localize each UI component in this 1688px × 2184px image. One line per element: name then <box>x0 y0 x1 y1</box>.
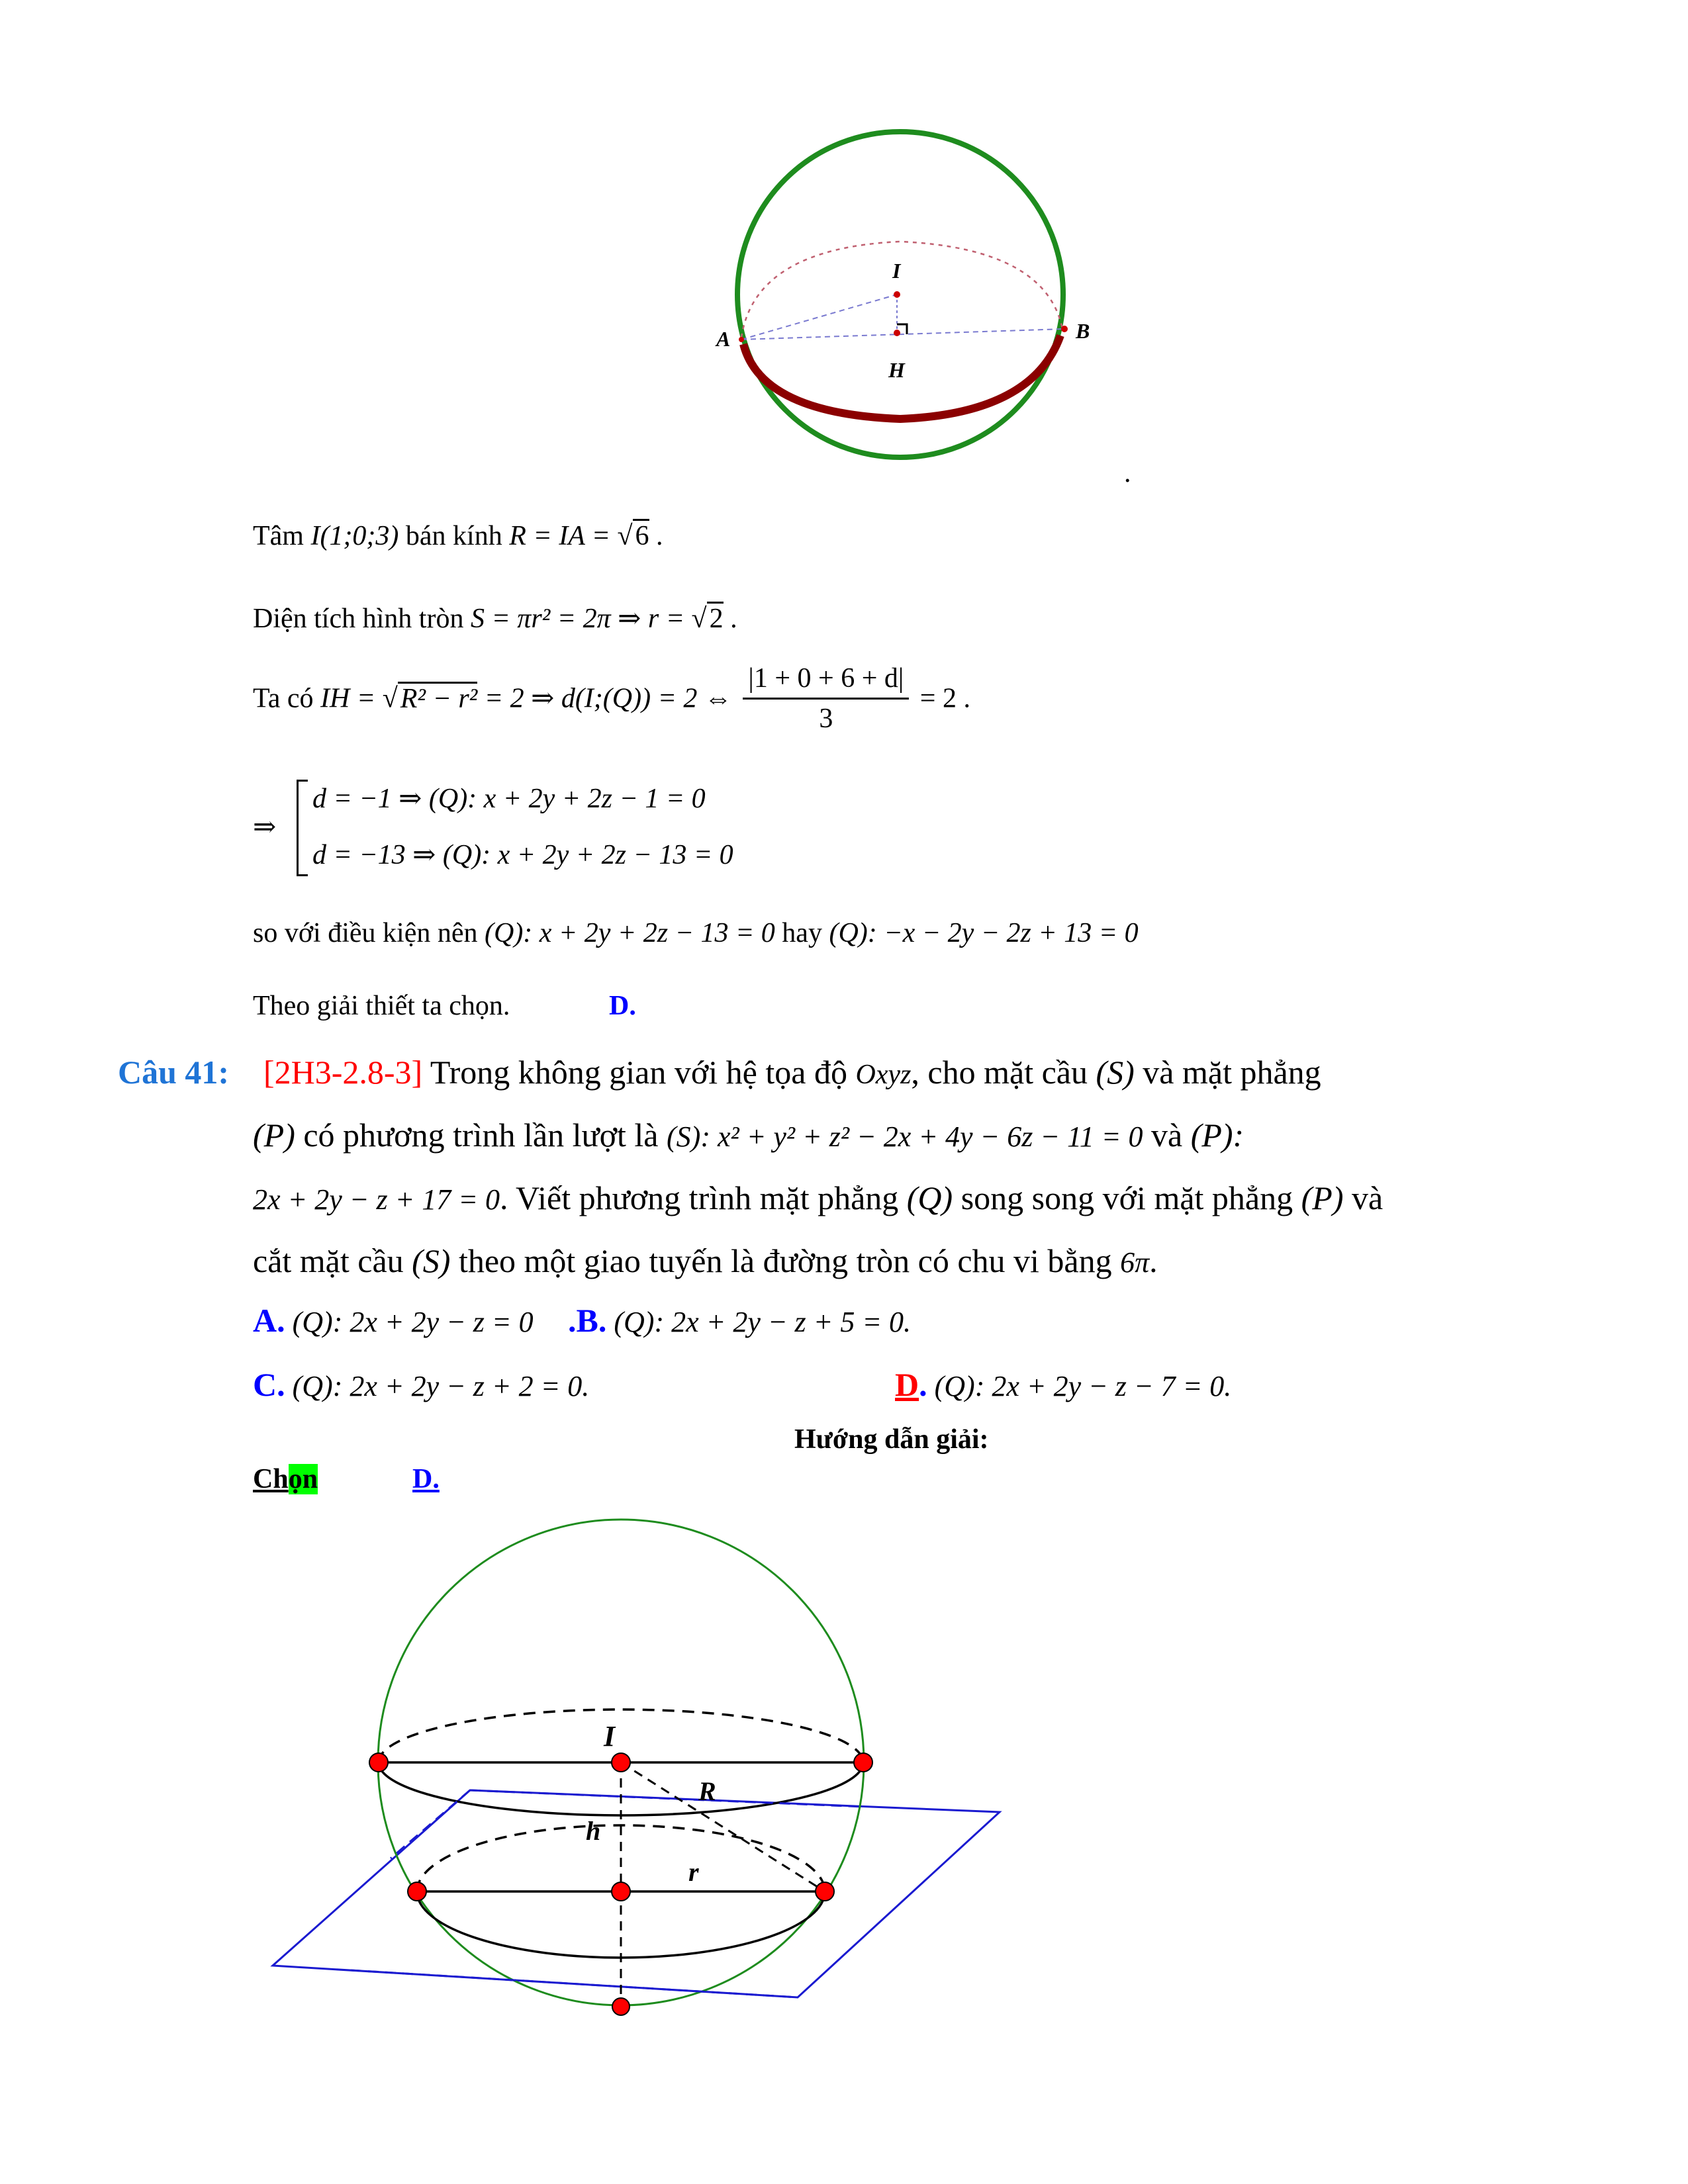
q41-plane-eq: 2x + 2y − z + 17 = 0 <box>253 1183 500 1216</box>
q41-option-b[interactable] <box>568 1300 911 1342</box>
q41-option-a[interactable] <box>253 1300 534 1342</box>
q41-option-d[interactable] <box>895 1365 1231 1406</box>
point-H <box>894 330 900 336</box>
solution-heading: Hướng dẫn giải: <box>794 1424 989 1455</box>
q41-line3 <box>253 1178 1383 1220</box>
option-d-dot: . <box>919 1366 927 1403</box>
point-great-right <box>854 1753 872 1772</box>
option-b-label: .B. <box>568 1302 607 1339</box>
sol40-line2 <box>253 602 737 635</box>
q41-line3-t1: . Viết phương trình mặt phẳng <box>499 1179 907 1216</box>
label-I: I <box>892 259 901 283</box>
sol40-case1: d = −1 ⇒ (Q): x + 2y + 2z − 1 = 0 <box>312 784 706 814</box>
sol40-arrow: ⇒ <box>253 812 277 842</box>
label-R: R <box>698 1776 716 1806</box>
label-I: I <box>604 1720 616 1752</box>
point-section-right <box>816 1882 834 1901</box>
q41-line1 <box>263 1052 1321 1095</box>
sol40-answer: D. <box>609 991 636 1021</box>
q41-line1-t2: , cho mặt cầu <box>911 1054 1096 1091</box>
q41-line4-t2: theo một giao tuyến là đường tròn có chu vi bằng <box>450 1242 1121 1279</box>
sol40-case-bracket <box>297 780 308 876</box>
sol40-line3 <box>253 662 970 735</box>
point-bottom <box>612 1998 630 2015</box>
sol40-fraction-den: 3 <box>819 704 833 734</box>
option-d-equation: (Q): 2x + 2y − z − 7 = 0. <box>927 1370 1232 1402</box>
figure-sphere-section <box>715 122 1090 467</box>
point-section-center <box>612 1882 630 1901</box>
sol40-line3-end: = 2 . <box>913 683 970 714</box>
chon-part2: ọn <box>288 1464 318 1494</box>
point-section-left <box>408 1882 426 1901</box>
q41-sphere2: (S) <box>412 1242 451 1279</box>
label-B: B <box>1076 319 1090 343</box>
option-a-equation: (Q): 2x + 2y − z = 0 <box>285 1306 534 1338</box>
radius-R <box>621 1762 825 1891</box>
sol40-radius-sqrt: 6 <box>633 519 649 551</box>
chosen-answer-label <box>253 1463 318 1496</box>
chon-part1: Ch <box>253 1464 289 1494</box>
sol40-case2: d = −13 ⇒ (Q): x + 2y + 2z − 13 = 0 <box>312 840 733 870</box>
q41-line1-t3: và mặt phẳng <box>1134 1054 1321 1091</box>
sol40-line3-formula: IH = <box>320 683 383 714</box>
label-A: A <box>716 327 731 351</box>
sol40-line5-eq1: (Q): x + 2y + 2z − 13 = 0 <box>485 918 775 948</box>
sol40-line5-prefix: so với điều kiện nên <box>253 918 485 948</box>
q41-plane-p3: (P) <box>1301 1179 1344 1216</box>
q41-line1-t1: Trong không gian với hệ tọa độ <box>422 1054 856 1091</box>
sol40-line2-sqrt: 2 <box>707 602 724 634</box>
sol40-center: I(1;0;3) <box>310 521 399 551</box>
sol40-line3-prefix: Ta có <box>253 683 321 714</box>
sqrt-symbol: √ <box>382 683 398 714</box>
sol40-line1-prefix: Tâm <box>253 521 311 551</box>
sol40-line5-mid: hay <box>774 918 829 948</box>
sol40-line5-eq2: (Q): −x − 2y − 2z + 13 = 0 <box>829 918 1139 948</box>
sqrt-symbol: √ <box>691 604 707 634</box>
q41-option-c[interactable] <box>253 1365 589 1406</box>
sol40-conclusion: Theo giải thiết ta chọn. <box>253 991 510 1021</box>
q41-number: Câu 41: <box>118 1054 230 1091</box>
plane-hidden-edge-top <box>470 1790 863 1807</box>
sol40-line1 <box>253 520 663 553</box>
sqrt-symbol: √ <box>617 521 633 551</box>
q41-line2 <box>253 1115 1244 1157</box>
q41-plane-p2: (P): <box>1190 1116 1244 1154</box>
option-d-label: D <box>895 1366 919 1403</box>
sol40-line6 <box>253 989 510 1023</box>
sol40-line1-end: . <box>649 521 663 551</box>
point-A <box>739 337 744 342</box>
q41-line2-t2: và <box>1143 1116 1191 1154</box>
q41-line4-t3: . <box>1149 1242 1158 1279</box>
option-c-equation: (Q): 2x + 2y − z + 2 = 0. <box>285 1370 590 1402</box>
section-circle-hidden-arc <box>741 242 1062 338</box>
q41-plane-q: (Q) <box>906 1179 953 1216</box>
point-I <box>612 1753 630 1772</box>
q41-sphere: (S) <box>1096 1054 1135 1091</box>
sol40-line1-mid: bán kính <box>399 521 510 551</box>
q41-line2-t1: có phương trình lần lượt là <box>295 1116 667 1154</box>
sol40-fraction <box>743 662 909 735</box>
option-b-equation: (Q): 2x + 2y − z + 5 = 0. <box>606 1306 912 1338</box>
sol40-line2-end: . <box>723 604 737 634</box>
stray-dot: . <box>1124 458 1131 488</box>
segment-IA <box>741 295 897 340</box>
q41-plane-p: (P) <box>253 1116 295 1154</box>
q41-line3-t3: và <box>1343 1179 1383 1216</box>
sol40-area-formula: S = πr² = 2π ⇒ r = <box>470 604 692 634</box>
point-great-left <box>369 1753 388 1772</box>
chosen-answer: D. <box>412 1464 440 1494</box>
q41-perimeter: 6π <box>1120 1246 1150 1279</box>
sol40-line3-mid: = 2 ⇒ d(I;(Q)) = 2 ⇔ <box>477 683 739 714</box>
segment-AB <box>741 329 1064 340</box>
sol40-fraction-num: |1 + 0 + 6 + d| <box>743 662 909 700</box>
sol40-line3-sqrt: R² − r² <box>398 682 478 714</box>
sol40-radius: R = IA = <box>509 521 618 551</box>
q41-system: Oxyz <box>855 1060 912 1090</box>
q41-code: [2H3-2.8-3] <box>263 1054 423 1091</box>
q41-line4 <box>253 1241 1158 1283</box>
sol40-line2-prefix: Diện tích hình tròn <box>253 604 471 634</box>
point-I <box>894 291 900 298</box>
point-B <box>1061 326 1068 332</box>
label-r: r <box>688 1857 699 1887</box>
label-H: H <box>888 358 905 382</box>
plane-q <box>273 1790 1000 1997</box>
figure-sphere-plane <box>252 1509 1033 2038</box>
sol40-line5 <box>253 917 1139 950</box>
q41-sphere-eq: (S): x² + y² + z² − 2x + 4y − 6z − 11 = 0 <box>667 1120 1143 1153</box>
q41-line4-t1: cắt mặt cầu <box>253 1242 412 1279</box>
option-a-label: A. <box>253 1302 285 1339</box>
option-c-label: C. <box>253 1366 285 1403</box>
q41-line3-t2: song song với mặt phẳng <box>953 1179 1301 1216</box>
label-h: h <box>586 1816 601 1846</box>
